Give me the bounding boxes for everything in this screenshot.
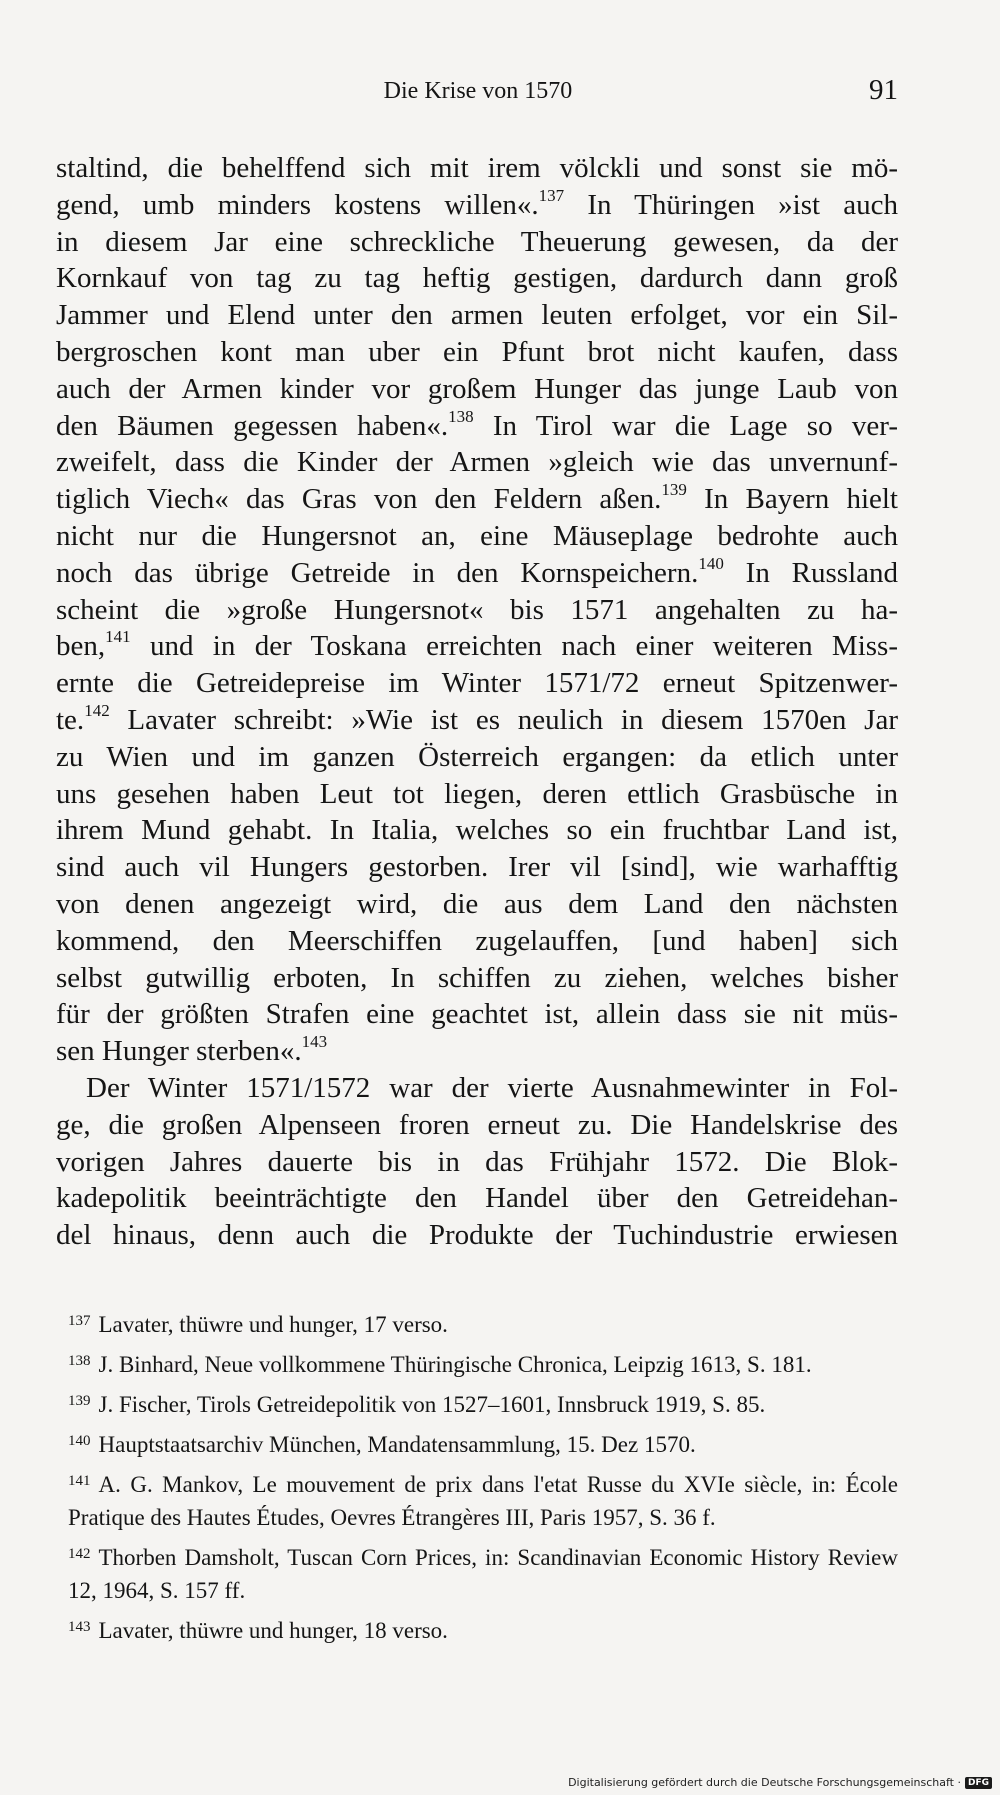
footnote-number: 142	[68, 1546, 91, 1562]
footnote-ref-142[interactable]: 142	[84, 700, 110, 720]
footnote-number: 138	[68, 1353, 91, 1369]
footnote-ref-140[interactable]: 140	[698, 553, 724, 573]
footnote-number: 141	[68, 1473, 91, 1489]
running-title: Die Krise von 1570	[383, 78, 573, 104]
text-line: von denen angezeigt wird, die aus dem Land den nächsten	[56, 887, 898, 920]
text-line: gend, umb minders kostens willen«.$^{137}$ In Thüringen »ist auch	[56, 185, 899, 221]
footnote-ref-137[interactable]: 137	[538, 185, 565, 205]
text-line: Kornkauf von tag zu tag heftig gestigen, dardurch dann groß	[56, 262, 898, 295]
text-line: kadepolitik beeinträchtigte den Handel über den Getreidehan-	[56, 1182, 898, 1215]
text-line: zu Wien und im ganzen Österreich ergangen: da etlich unter	[56, 740, 898, 773]
footnotes	[68, 1305, 898, 1651]
footnote-139	[68, 1385, 898, 1421]
footnote-number: 139	[68, 1393, 91, 1409]
text-line: scheint die »große Hungersnot« bis 1571 angehalten zu ha-	[56, 593, 898, 626]
text-line: uns gesehen haben Leut tot liegen, deren ettlich Grasbüsche in	[56, 777, 898, 810]
footnote-text: J. Fischer, Tirols Getreidepolitik von 1527–1601, Innsbruck 1919, S. 85.	[98, 1392, 766, 1417]
text-line: auch der Armen kinder vor großem Hunger das junge Laub von	[56, 372, 898, 405]
footnote-text: Lavater, thüwre und hunger, 17 verso.	[98, 1312, 448, 1337]
footnote-140	[68, 1425, 898, 1461]
text-line: für der größten Strafen eine geachtet ist, allein dass sie nit müs-	[56, 998, 898, 1031]
footnote-ref-141[interactable]: 141	[105, 627, 131, 647]
text-line: ihrem Mund gehabt. In Italia, welches so ein fruchtbar Land ist,	[56, 814, 898, 847]
dfg-logo-icon: DFG	[965, 1777, 992, 1789]
text-line: tiglich Viech« das Gras von den Feldern aßen.$^{139}$ In Bayern hielt	[56, 480, 898, 516]
footnote-number: 137	[68, 1313, 91, 1329]
paragraph-1	[56, 150, 898, 1070]
credit-text: Digitalisierung gefördert durch die Deutsche Forschungsgemeinschaft ·	[568, 1776, 961, 1789]
text-line: kommend, den Meerschiffen zugelauffen, [und haben] sich	[56, 924, 898, 957]
footnote-text: A. G. Mankov, Le mouvement de prix dans l'etat Russe du XVIe siècle, in: École Pratique des Hautes Études, Oevres Étrangères III, Paris 1957, S. 36 f.	[68, 1472, 898, 1530]
text-line: ernte die Getreidepreise im Winter 1571/72 erneut Spitzenwer-	[56, 667, 898, 700]
footnote-number: 143	[68, 1619, 91, 1635]
text-line: zweifelt, dass die Kinder der Armen »gleich wie das unvernunf-	[56, 446, 898, 479]
footnote-141	[68, 1465, 898, 1534]
footnote-ref-139[interactable]: 139	[661, 480, 687, 500]
footnote-138	[68, 1345, 898, 1381]
text-line: sen Hunger sterben«.$^{143}$	[56, 1032, 328, 1068]
body-text	[56, 150, 898, 1254]
text-line: selbst gutwillig erboten, In schiffen zu ziehen, welches bisher	[56, 961, 898, 994]
text-line: staltind, die behelffend sich mit irem völckli und sonst sie mö-	[56, 152, 898, 184]
text-line: bergroschen kont man uber ein Pfunt brot nicht kaufen, dass	[56, 335, 898, 368]
text-line: vorigen Jahres dauerte bis in das Frühjahr 1572. Die Blok-	[56, 1145, 898, 1178]
footnote-137	[68, 1305, 898, 1341]
text-line: del hinaus, denn auch die Produkte der Tuchindustrie erwiesen	[56, 1219, 898, 1252]
page-number: 91	[869, 74, 898, 106]
paragraph-2	[56, 1070, 898, 1254]
text-line: ben,$^{141}$ und in der Toskana erreichten nach einer weiteren Miss-	[56, 627, 898, 663]
text-line: den Bäumen gegessen haben«.$^{138}$ In Tirol war die Lage so ver-	[56, 406, 898, 442]
footnote-text: J. Binhard, Neue vollkommene Thüringische Chronica, Leipzig 1613, S. 181.	[98, 1352, 812, 1377]
text-line: te.$^{142}$ Lavater schreibt: »Wie ist es neulich in diesem 1570en Jar	[56, 700, 898, 736]
digitization-credit	[568, 1776, 992, 1789]
text-line: ge, die großen Alpenseen froren erneut zu. Die Handelskrise des	[56, 1108, 898, 1141]
footnote-text: Hauptstaatsarchiv München, Mandatensammlung, 15. Dez 1570.	[98, 1432, 696, 1457]
footnote-text: Lavater, thüwre und hunger, 18 verso.	[98, 1618, 448, 1643]
footnote-143	[68, 1611, 898, 1647]
footnote-142	[68, 1538, 898, 1607]
footnote-ref-138[interactable]: 138	[448, 406, 474, 426]
footnote-ref-143[interactable]: 143	[301, 1032, 328, 1052]
text-line: nicht nur die Hungersnot an, eine Mäuseplage bedrohte auch	[56, 519, 898, 552]
text-line: Jammer und Elend unter den armen leuten erfolget, vor ein Sil-	[56, 299, 898, 332]
footnote-number: 140	[68, 1433, 91, 1449]
text-line: sind auch vil Hungers gestorben. Irer vil [sind], wie warhafftig	[56, 851, 898, 884]
page-header	[58, 74, 898, 114]
footnote-text: Thorben Damsholt, Tuscan Corn Prices, in: Scandinavian Economic History Review 12, 1964, S. 157 ff.	[68, 1545, 898, 1603]
text-line: Der Winter 1571/1572 war der vierte Ausnahmewinter in Fol-	[86, 1071, 898, 1104]
text-line: noch das übrige Getreide in den Kornspeichern.$^{140}$ In Russland	[56, 553, 899, 589]
text-line: in diesem Jar eine schreckliche Theuerung gewesen, da der	[56, 225, 898, 258]
